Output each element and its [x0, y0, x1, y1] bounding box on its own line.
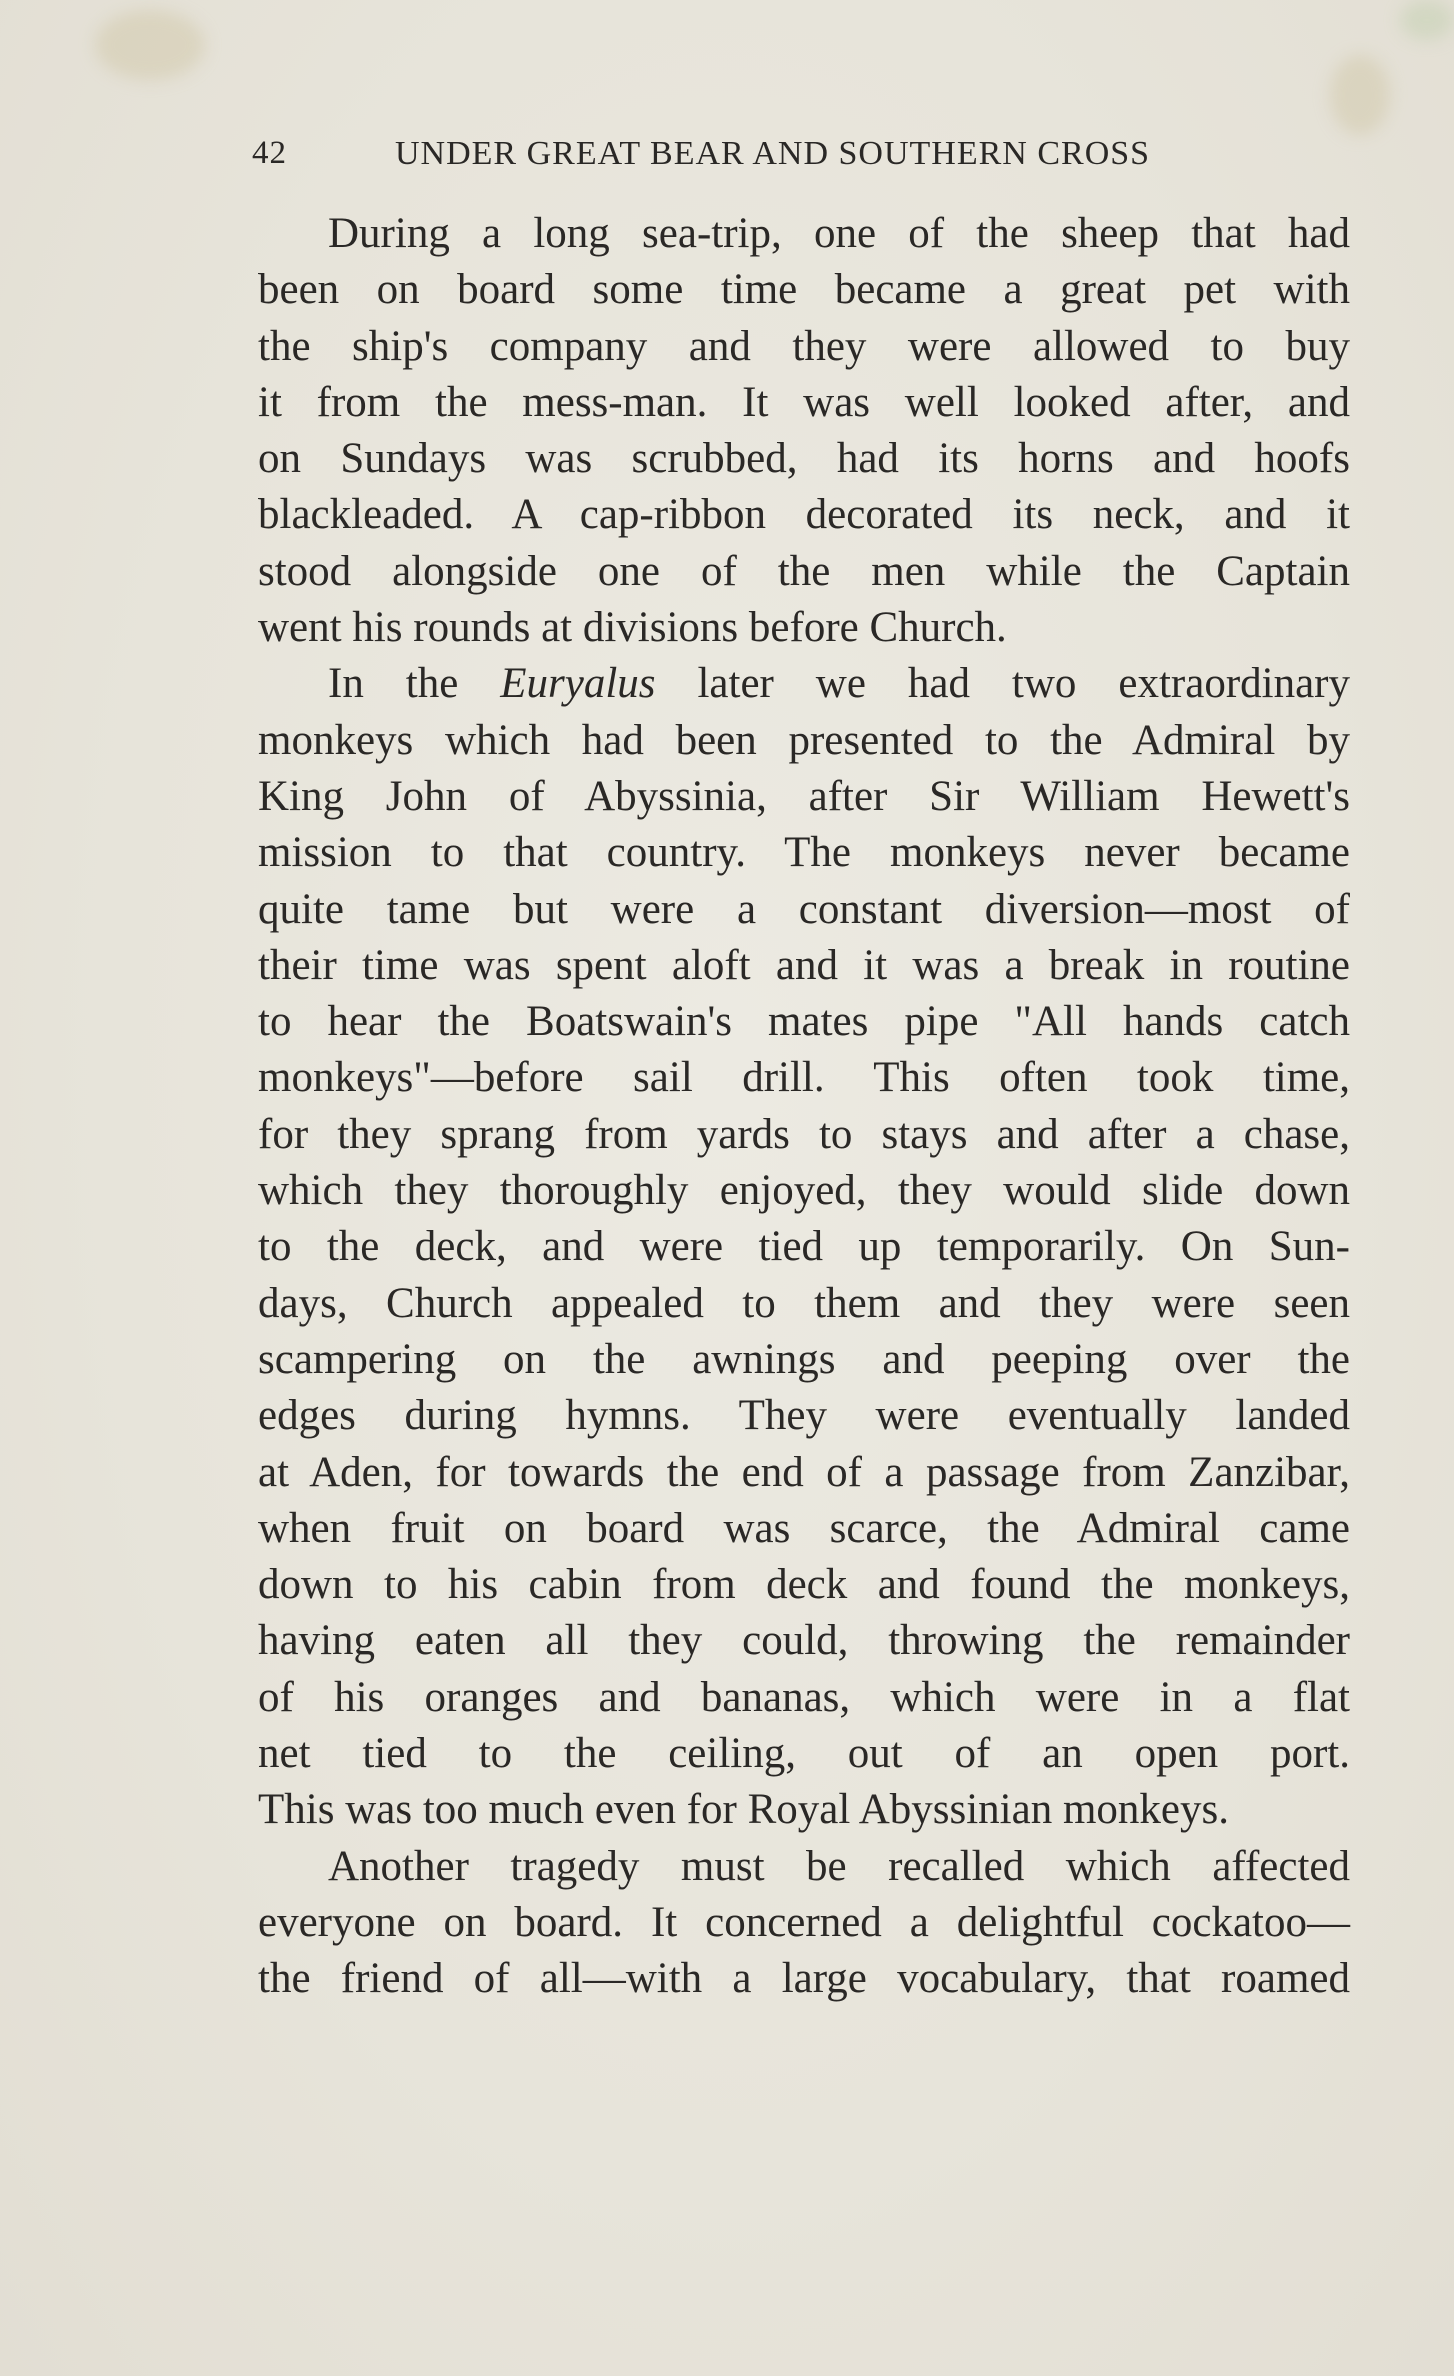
text-line: blackleaded. A cap-ribbon decorated its neck, and it — [258, 491, 1350, 539]
text-line: During a long sea-trip, one of the sheep that had — [328, 210, 1350, 257]
text-line: to the deck, and were tied up temporarily. On Sun- — [258, 1223, 1350, 1271]
text-fragment: later we had two extraordinary — [655, 660, 1350, 708]
text-line: Another tragedy must be recalled which affected — [328, 1842, 1350, 1890]
text-line — [328, 656, 1350, 712]
text-line: King John of Abyssinia, after Sir William Hewett's — [258, 772, 1350, 820]
text-line: everyone on board. It concerned a delightful cockatoo— — [258, 1898, 1350, 1946]
text-line: net tied to the ceiling, out of an open port. — [258, 1730, 1350, 1778]
text-line: on Sundays was scrubbed, had its horns and hoofs — [258, 435, 1350, 483]
body-text — [258, 206, 1350, 2008]
text-line: when fruit on board was scarce, the Admiral came — [258, 1504, 1350, 1552]
paragraph-1 — [258, 206, 1350, 262]
page-header — [252, 135, 1352, 185]
text-line: at Aden, for towards the end of a passage from Zanzibar, — [258, 1448, 1350, 1496]
paper-stain — [1400, 0, 1454, 40]
paragraph-3 — [258, 1839, 1350, 1895]
text-line: mission to that country. The monkeys never became — [258, 829, 1350, 877]
paragraph-2-continued — [258, 713, 1350, 1839]
text-line: which they thoroughly enjoyed, they would slide down — [258, 1167, 1350, 1215]
text-line: days, Church appealed to them and they were seen — [258, 1279, 1350, 1327]
text-line: for they sprang from yards to stays and after a chase, — [258, 1110, 1350, 1158]
text-line: it from the mess-man. It was well looked after, and — [258, 378, 1350, 426]
text-line: edges during hymns. They were eventually landed — [258, 1392, 1350, 1440]
text-line: their time was spent aloft and it was a break in routine — [258, 941, 1350, 989]
paragraph-1-continued — [258, 262, 1350, 656]
text-line: the friend of all—with a large vocabulary, that roamed — [258, 1955, 1350, 2003]
text-line: This was too much even for Royal Abyssinian monkeys. — [258, 1786, 1229, 1834]
text-fragment: In the — [328, 660, 501, 708]
text-line: quite tame but were a constant diversion—most of — [258, 885, 1350, 933]
text-line: been on board some time became a great pet with — [258, 266, 1350, 314]
text-line: monkeys which had been presented to the Admiral by — [258, 716, 1350, 764]
paper-stain — [1330, 55, 1390, 135]
text-line: stood alongside one of the men while the Captain — [258, 547, 1350, 595]
text-line: of his oranges and bananas, which were in a flat — [258, 1673, 1350, 1721]
paper-stain — [95, 10, 205, 80]
text-line: having eaten all they could, throwing the remainder — [258, 1617, 1350, 1665]
page-number: 42 — [252, 135, 287, 171]
text-line: down to his cabin from deck and found the monkeys, — [258, 1561, 1350, 1609]
text-line: scampering on the awnings and peeping over the — [258, 1335, 1350, 1383]
paragraph-2 — [258, 656, 1350, 712]
paragraph-3-continued — [258, 1895, 1350, 2008]
text-line: went his rounds at divisions before Church. — [258, 604, 1007, 652]
running-head: UNDER GREAT BEAR AND SOUTHERN CROSS — [395, 135, 1151, 172]
text-line: to hear the Boatswain's mates pipe "All hands catch — [258, 998, 1350, 1046]
text-line: the ship's company and they were allowed to buy — [258, 322, 1350, 370]
ship-name: Euryalus — [500, 660, 656, 708]
text-line: monkeys"—before sail drill. This often took time, — [258, 1054, 1350, 1102]
